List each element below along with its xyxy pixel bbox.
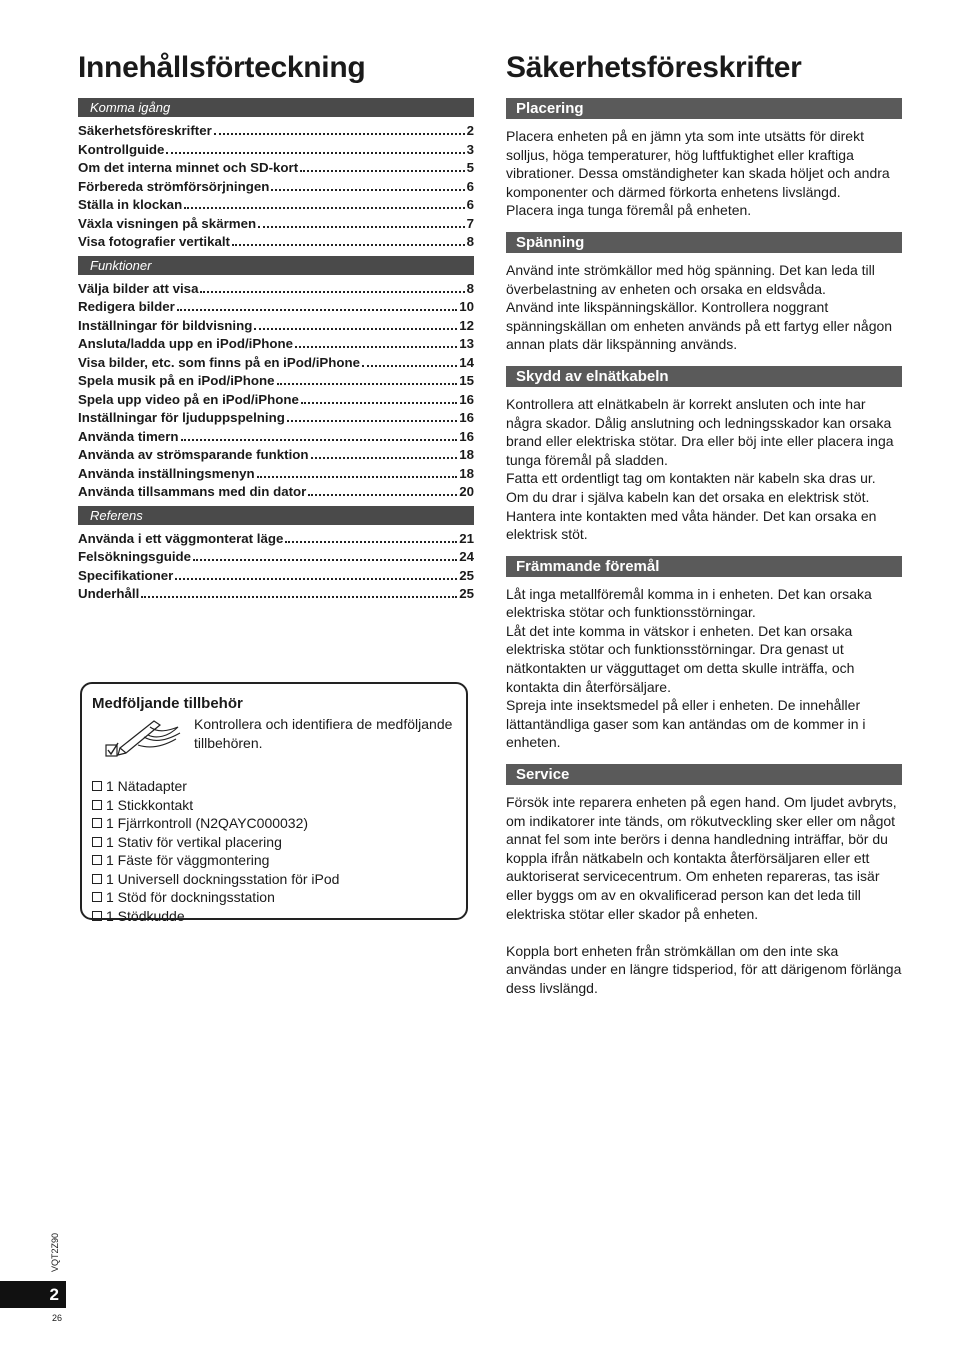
safety-paragraph: Använd inte likspänningskällor. Kontrollera noggrant spänningskällan om enheten används på ett fartyg eller någon annan plats där likspänning används. — [506, 299, 893, 353]
toc-entry — [78, 530, 474, 549]
toc-entry-page: 14 — [459, 354, 474, 370]
toc-entry-page: 13 — [459, 336, 474, 351]
toc-entry — [78, 428, 474, 447]
toc-entry — [78, 567, 474, 586]
accessory-item — [92, 833, 456, 852]
toc-entry-page: 16 — [459, 391, 474, 407]
toc-entry — [78, 372, 474, 391]
toc-entry-page: 25 — [459, 567, 474, 583]
toc-entry — [78, 178, 474, 197]
safety-paragraph: Placera inga tunga föremål på enheten. — [506, 202, 752, 219]
accessory-item — [92, 851, 456, 870]
accessory-label: 1 Universell dockningsstation för iPod — [106, 870, 340, 887]
toc-entry-page: 24 — [459, 549, 474, 564]
toc-leader-dots — [181, 428, 458, 441]
toc-entry-title: Använda i ett väggmonterat läge — [78, 530, 284, 546]
checkbox-icon — [92, 781, 102, 791]
toc-section-header: Referens — [78, 506, 474, 525]
toc-leader-dots — [200, 280, 464, 293]
toc-leader-dots — [258, 215, 464, 228]
toc-entry — [78, 409, 474, 428]
toc-entry-page: 6 — [466, 197, 474, 212]
toc-entry-title: Inställningar för ljuduppspelning — [78, 410, 285, 425]
safety-section-header: Främmande föremål — [506, 556, 902, 577]
toc-entry — [78, 446, 474, 465]
accessory-label: 1 Stödkudde — [106, 907, 185, 924]
toc-entry — [78, 298, 474, 317]
toc-entry-page: 18 — [459, 447, 474, 462]
toc-entry-title: Använda timern — [78, 428, 179, 444]
safety-sections — [506, 98, 902, 998]
toc-entry-title: Om det interna minnet och SD-kort — [78, 160, 299, 175]
toc-entry — [78, 215, 474, 234]
toc-entry-title: Inställningar för bildvisning — [78, 317, 253, 333]
accessories-intro — [92, 715, 456, 777]
toc-leader-dots — [285, 530, 457, 543]
toc-entry — [78, 280, 474, 299]
safety-paragraph: Spreja inte insektsmedel på eller i enheten. De innehåller lättantändliga gaser som kan antändas om de kommer in i enheten. — [506, 697, 866, 751]
safety-paragraph: Fatta ett ordentligt tag om kontakten när kabeln ska dras ur. Om du drar i själva kabeln kan det orsaka en elektrisk stöt. — [506, 470, 876, 505]
toc-entry-page: 6 — [466, 178, 474, 194]
safety-paragraph: Placera enheten på en jämn yta som inte utsätts för direkt solljus, höga temperaturer, hög luftfuktighet eller kraftiga vibrationer. Dessa omständigheter kan skada höljet och andra komponenter och därmed förkorta enhetens livslängd. — [506, 128, 890, 200]
toc-entry-title: Ställa in klockan — [78, 197, 183, 212]
accessories-box — [80, 682, 468, 924]
toc-entry-title: Redigera bilder — [78, 299, 175, 314]
toc-container — [78, 98, 474, 604]
toc-entry-title: Underhåll — [78, 586, 140, 601]
safety-paragraph: Försök inte reparera enheten på egen hand. Om ljudet avbryts, om indikatorer inte tänds, om rökutveckling sker eller om något annat fel som inte berörs i denna handledning inträffar, bör du koppla ifrån nätkabeln och kontakta återförsäljaren eller ett auktoriserat servicecentrum. Om enheten repareras, tas isär eller byggs om av en okvalificerad person kan det leda till elektriska stötar eller skador på enheten. — [506, 794, 897, 922]
toc-entry-title: Felsökningsguide — [78, 549, 192, 564]
safety-section-header: Service — [506, 764, 902, 785]
accessory-label: 1 Stickkontakt — [106, 796, 194, 813]
accessory-item — [92, 796, 456, 815]
toc-entry-page: 21 — [459, 530, 474, 546]
toc-section-list — [78, 530, 474, 604]
toc-leader-dots — [166, 141, 464, 154]
toc-entry-page: 16 — [459, 410, 474, 425]
pen-checklist-icon — [98, 715, 188, 765]
toc-section-header: Funktioner — [78, 256, 474, 275]
toc-leader-dots — [362, 354, 457, 367]
toc-leader-dots — [177, 298, 457, 311]
toc-leader-dots — [271, 178, 464, 191]
toc-entry-page: 15 — [459, 373, 474, 388]
toc-entry-page: 5 — [466, 160, 474, 175]
toc-entry-title: Spela musik på en iPod/iPhone — [78, 373, 275, 388]
accessory-label: 1 Fäste för väggmontering — [106, 852, 270, 868]
toc-entry-title: Visa fotografier vertikalt — [78, 234, 230, 249]
checkbox-icon — [92, 855, 102, 865]
checkbox-icon — [92, 800, 102, 810]
checkbox-icon — [92, 892, 102, 902]
toc-entry-title: Använda av strömsparande funktion — [78, 447, 309, 462]
accessories-intro-text: Kontrollera och identifiera de medföljande tillbehören. — [194, 716, 453, 751]
toc-entry-title: Ansluta/ladda upp en iPod/iPhone — [78, 336, 293, 351]
toc-entry-page: 20 — [459, 484, 474, 499]
toc-entry-title: Växla visningen på skärmen — [78, 215, 257, 231]
sub-page-number: 26 — [52, 1313, 63, 1323]
toc-entry-title: Förbereda strömförsörjningen — [78, 178, 270, 194]
toc-entry — [78, 317, 474, 336]
safety-section-body — [506, 261, 902, 354]
toc-entry-title: Visa bilder, etc. som finns på en iPod/iPhone — [78, 354, 361, 370]
toc-leader-dots — [184, 196, 464, 209]
toc-title: Innehållsförteckning — [78, 51, 366, 84]
toc-entry-page: 12 — [459, 317, 474, 333]
toc-entry-page: 8 — [466, 234, 474, 249]
toc-entry — [78, 483, 474, 502]
safety-paragraph: Använd inte strömkällor med hög spänning. Det kan leda till överbelastning av enheten och orsaka en eldsvåda. — [506, 261, 875, 297]
toc-entry — [78, 548, 474, 567]
safety-section-body — [506, 793, 902, 998]
toc-entry-page: 25 — [459, 586, 474, 601]
accessory-item — [92, 814, 456, 833]
safety-paragraph: Koppla bort enheten från strömkällan om den inte ska användas under en längre tidsperiod, för att därigenom förlänga dess livslängd. — [506, 942, 902, 996]
toc-entry — [78, 465, 474, 484]
checkbox-icon — [92, 911, 102, 921]
toc-entry-page: 8 — [466, 280, 474, 296]
page-number: 2 — [0, 1281, 66, 1308]
accessory-label: 1 Stöd för dockningsstation — [106, 889, 275, 905]
toc-entry-title: Säkerhetsföreskrifter — [78, 123, 212, 138]
toc-entry — [78, 585, 474, 604]
toc-entry — [78, 354, 474, 373]
toc-entry-page: 18 — [459, 465, 474, 481]
toc-leader-dots — [295, 335, 457, 348]
toc-entry-title: Använda tillsammans med din dator — [78, 484, 307, 499]
safety-section-body — [506, 585, 902, 752]
toc-entry — [78, 391, 474, 410]
toc-entry — [78, 196, 474, 215]
toc-leader-dots — [175, 567, 457, 580]
toc-leader-dots — [300, 159, 464, 172]
toc-entry-title: Använda inställningsmenyn — [78, 465, 255, 481]
toc-leader-dots — [141, 585, 457, 598]
toc-leader-dots — [277, 372, 458, 385]
safety-paragraph: Låt inga metallföremål komma in i enheten. Det kan orsaka elektriska stötar och funktionsstörningar. — [506, 585, 872, 621]
accessory-item — [92, 907, 456, 926]
toc-leader-dots — [193, 548, 457, 561]
safety-paragraph — [506, 923, 902, 942]
document-code: VQT2Z90 — [50, 1232, 60, 1272]
accessory-label: 1 Fjärrkontroll (N2QAYC000032) — [106, 815, 309, 831]
toc-section-list — [78, 280, 474, 502]
toc-leader-dots — [287, 409, 457, 422]
toc-entry — [78, 159, 474, 178]
safety-title: Säkerhetsföreskrifter — [506, 51, 802, 84]
toc-entry-page: 10 — [459, 299, 474, 314]
safety-paragraph: Låt det inte komma in vätskor i enheten. Det kan orsaka elektriska stötar och funktionsstörningar. Dra genast ut nätkontakten ur vägguttaget om detta skulle inträffa, och kontakta din återförsäljare. — [506, 622, 855, 695]
accessories-title: Medföljande tillbehör — [92, 695, 243, 712]
accessory-item — [92, 777, 456, 796]
checkbox-icon — [92, 837, 102, 847]
toc-entry — [78, 335, 474, 354]
toc-entry — [78, 122, 474, 141]
toc-entry — [78, 141, 474, 160]
safety-column — [506, 48, 902, 1010]
toc-entry-page: 2 — [466, 123, 474, 138]
toc-entry-page: 7 — [466, 215, 474, 231]
toc-leader-dots — [311, 446, 458, 459]
checkbox-icon — [92, 874, 102, 884]
table-of-contents-column — [78, 48, 474, 608]
toc-leader-dots — [257, 465, 458, 478]
checkbox-icon — [92, 818, 102, 828]
toc-section-header: Komma igång — [78, 98, 474, 117]
safety-section-header: Spänning — [506, 232, 902, 253]
accessory-item — [92, 870, 456, 889]
toc-entry — [78, 233, 474, 252]
toc-entry-title: Välja bilder att visa — [78, 280, 199, 296]
accessory-item — [92, 888, 456, 907]
toc-leader-dots — [301, 391, 457, 404]
accessory-label: 1 Nätadapter — [106, 778, 187, 794]
toc-entry-title: Spela upp video på en iPod/iPhone — [78, 391, 299, 407]
toc-leader-dots — [214, 122, 465, 135]
safety-paragraph: Hantera inte kontakten med våta händer. Det kan orsaka en elektrisk stöt. — [506, 507, 877, 543]
safety-section-header: Placering — [506, 98, 902, 119]
safety-section-body — [506, 395, 902, 544]
toc-leader-dots — [254, 317, 457, 330]
safety-section-header: Skydd av elnätkabeln — [506, 366, 902, 387]
toc-section-list — [78, 122, 474, 252]
safety-paragraph: Kontrollera att elnätkabeln är korrekt ansluten och inte har några skador. Dålig anslutning och ledningsskador kan orsaka brand eller elektriska stötar. Dra eller böj inte eller placera inga tunga föremål på sladden. — [506, 395, 894, 468]
toc-entry-title: Kontrollguide — [78, 141, 165, 157]
accessories-list — [92, 777, 456, 925]
toc-leader-dots — [308, 483, 457, 496]
toc-entry-title: Specifikationer — [78, 567, 174, 583]
toc-leader-dots — [232, 233, 465, 246]
toc-entry-page: 16 — [459, 428, 474, 444]
toc-entry-page: 3 — [466, 141, 474, 157]
accessory-label: 1 Stativ för vertikal placering — [106, 833, 282, 850]
safety-section-body — [506, 127, 902, 220]
